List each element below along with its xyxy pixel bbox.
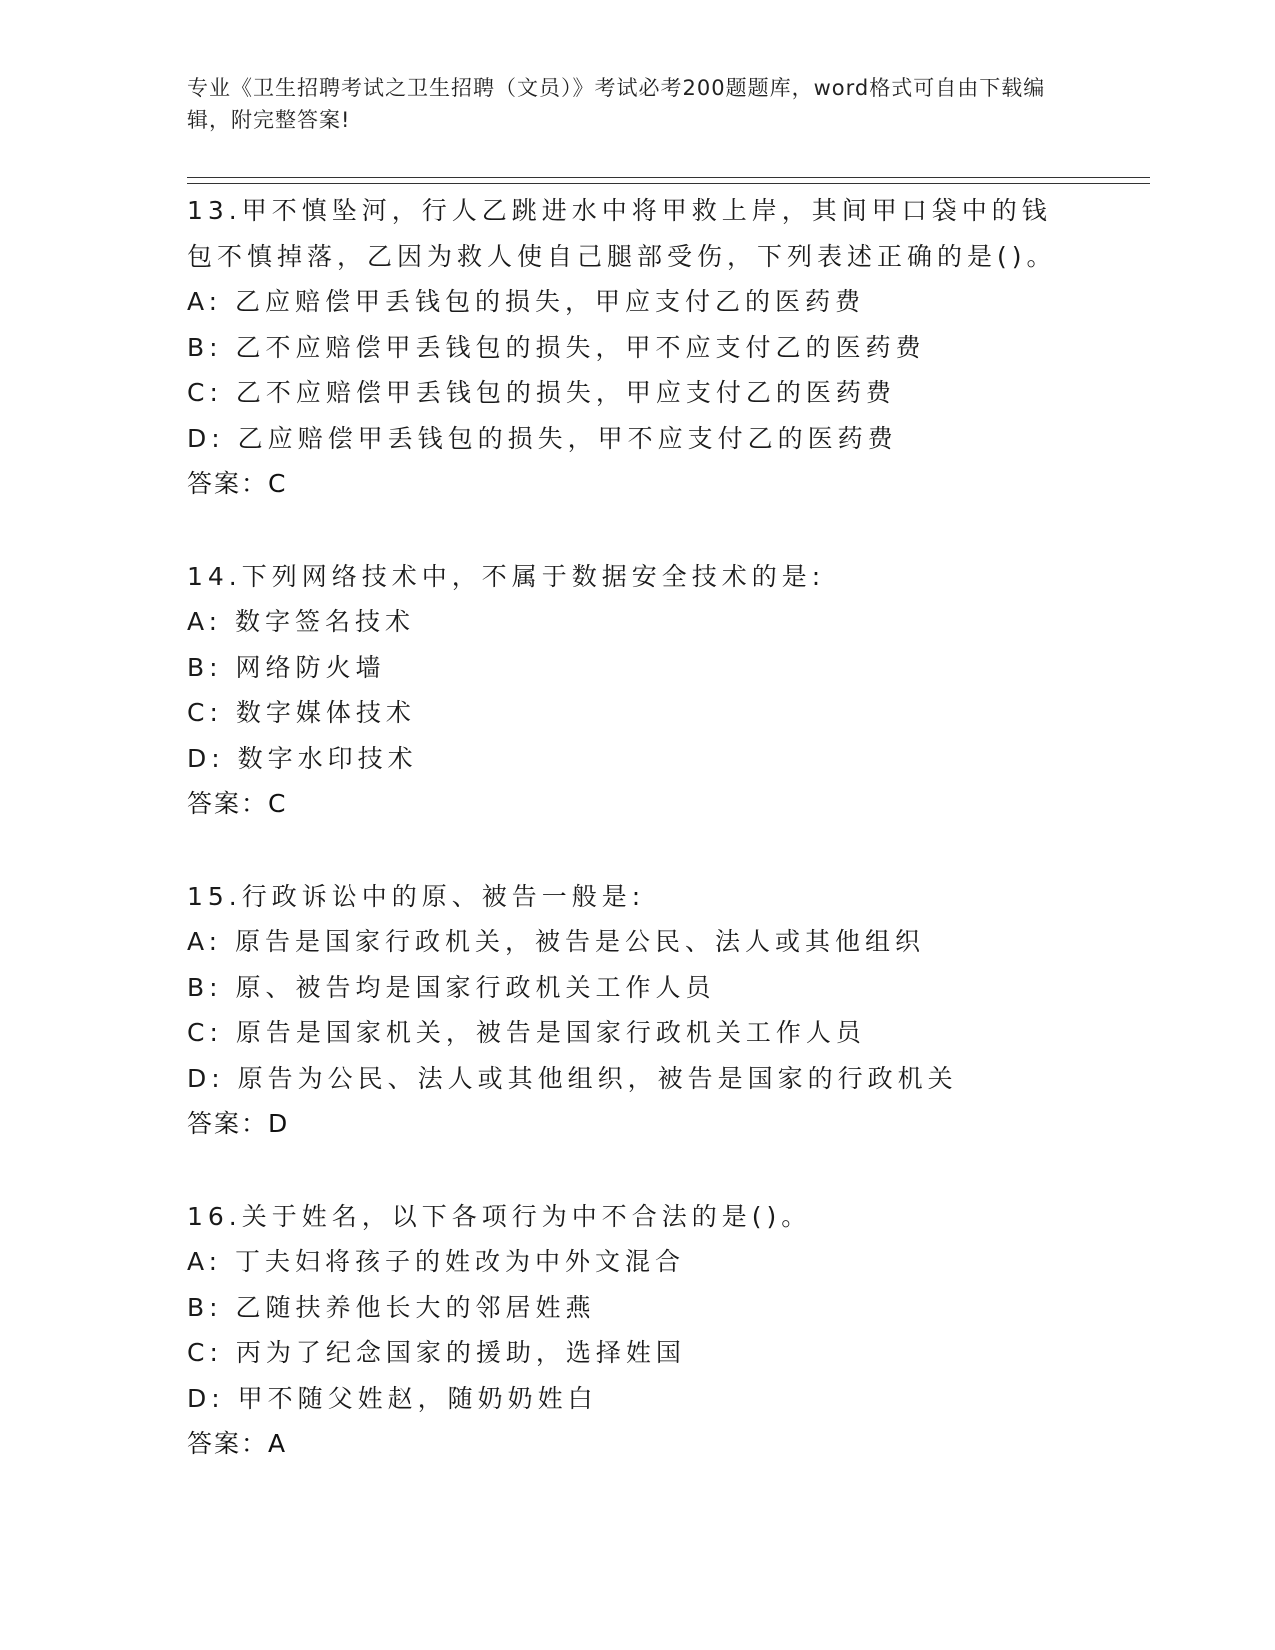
question-stem: 15.行政诉讼中的原、被告一般是: [187,881,646,911]
answer-line [187,781,1107,827]
question-16 [187,1194,1107,1467]
question-stem: 13.甲不慎坠河，行人乙跳进水中将甲救上岸，其间甲口袋中的钱包不慎掉落，乙因为救人使自己腿部受伤，下列表述正确的是()。 [187,196,1057,271]
option-d: D: 原告为公民、法人或其他组织，被告是国家的行政机关 [187,1063,958,1093]
answer-value: C [268,469,288,498]
answer-label: 答案： [187,469,269,498]
option-d: D: 乙应赔偿甲丢钱包的损失，甲不应支付乙的医药费 [187,423,898,453]
answer-line [187,1421,1107,1467]
option-a: A: 乙应赔偿甲丢钱包的损失，甲应支付乙的医药费 [187,287,866,316]
question-13 [187,188,1107,507]
answer-line [187,1101,1107,1147]
option-d: D: 数字水印技术 [187,743,418,773]
option-c: C: 数字媒体技术 [187,698,416,727]
option-b: B: 乙随扶养他长大的邻居姓燕 [187,1292,596,1322]
option-d: D: 甲不随父姓赵，随奶奶姓白 [187,1383,598,1413]
answer-label: 答案： [187,789,269,818]
option-b: B: 网络防火墙 [187,652,386,682]
question-stem: 14.下列网络技术中，不属于数据安全技术的是: [187,561,826,591]
answer-value: C [268,789,288,818]
question-list [187,188,1107,1514]
question-stem: 16.关于姓名，以下各项行为中不合法的是()。 [187,1201,812,1231]
header-divider [187,177,1150,184]
answer-value: D [268,1109,290,1138]
question-14 [187,554,1107,827]
question-15 [187,874,1107,1147]
option-a: A: 丁夫妇将孩子的姓改为中外文混合 [187,1247,686,1276]
option-c: C: 原告是国家机关，被告是国家行政机关工作人员 [187,1018,866,1047]
document-header: 专业《卫生招聘考试之卫生招聘（文员）》考试必考200题题库，word格式可自由下载编辑，附完整答案! [187,76,1046,132]
option-a: A: 数字签名技术 [187,607,416,636]
answer-line [187,461,1107,507]
option-c: C: 丙为了纪念国家的援助，选择姓国 [187,1338,686,1367]
option-b: B: 原、被告均是国家行政机关工作人员 [187,972,716,1002]
option-a: A: 原告是国家行政机关，被告是公民、法人或其他组织 [187,927,926,956]
option-c: C: 乙不应赔偿甲丢钱包的损失，甲应支付乙的医药费 [187,378,896,407]
option-b: B: 乙不应赔偿甲丢钱包的损失，甲不应支付乙的医药费 [187,332,926,362]
answer-label: 答案： [187,1109,269,1138]
answer-label: 答案： [187,1429,269,1458]
answer-value: A [268,1429,288,1458]
